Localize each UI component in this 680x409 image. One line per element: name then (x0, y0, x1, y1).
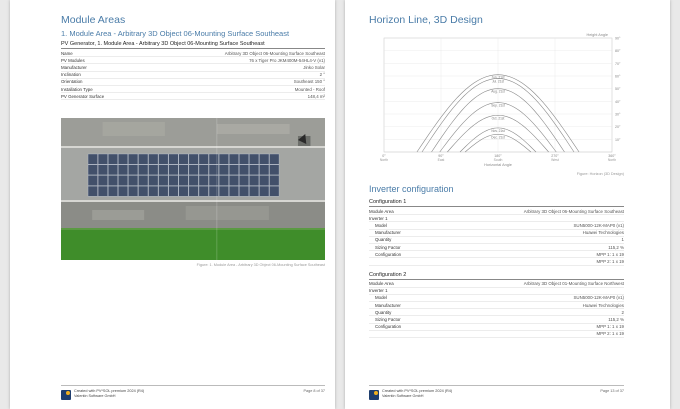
table-row (369, 215, 624, 222)
table-row (369, 309, 624, 316)
row-label: Installation Type (61, 85, 140, 92)
pv-generator-table (61, 41, 325, 100)
pv-generator-rows (61, 50, 325, 100)
table-row (369, 323, 624, 330)
solar-panel (209, 154, 219, 164)
page-title: Horizon Line, 3D Design (369, 14, 483, 26)
row-label: Manufacturer (61, 64, 140, 71)
solar-panel (159, 154, 169, 164)
footer-credit-line1: Created with PV*SOL premium 2024 (R4) (382, 389, 453, 393)
solar-panel (118, 165, 128, 175)
solar-panel (88, 154, 98, 164)
sun-path-label: Jul. 21st (492, 79, 504, 84)
solar-panel (128, 165, 138, 175)
solar-panel (108, 186, 118, 196)
solar-panel (249, 154, 259, 164)
y-tick-label: 40° (615, 99, 621, 104)
row-value: MPP 2: 1 x 19 (431, 330, 624, 337)
solar-panel (189, 165, 199, 175)
table-row (369, 330, 624, 337)
config-table (369, 281, 624, 339)
table-row (369, 294, 624, 301)
report-page-left (10, 0, 335, 409)
solar-panel (159, 175, 169, 185)
footer-credit-line1: Created with PV*SOL premium 2024 (R4) (74, 389, 145, 393)
solar-panel (269, 175, 279, 185)
row-value: SUN5000-12K-MAP0 (v1) (431, 222, 624, 229)
solar-panel (169, 175, 179, 185)
table-row (369, 302, 624, 309)
solar-panel (179, 165, 189, 175)
solar-panel (239, 154, 249, 164)
table-row (61, 50, 325, 57)
solar-panel (138, 175, 148, 185)
row-value: Arbitrary 3D Object 06-Mounting Surface Southeast (431, 208, 624, 215)
page-number: Page 8 of 37 (303, 389, 325, 393)
solar-panel (219, 175, 229, 185)
pvsol-logo-icon (61, 390, 71, 400)
chart-caption: Figure: Horizon (3D Design) (576, 172, 624, 176)
solar-panel (179, 175, 189, 185)
solar-panel (269, 186, 279, 196)
aerial-roof-image (61, 118, 325, 260)
row-label: Name (61, 50, 140, 57)
solar-panel (189, 175, 199, 185)
row-value: Arbitrary 3D Object 06-Mounting Surface Southeast (140, 50, 325, 57)
horizon-chart-svg (378, 30, 624, 168)
row-value: Southeast 150 ° (140, 78, 325, 85)
solar-panel (88, 175, 98, 185)
solar-panel (189, 186, 199, 196)
x-tick-label: 0° (382, 154, 386, 158)
section-subtitle: 1. Module Area - Arbitrary 3D Object 06-Mounting Surface Southeast (61, 29, 290, 38)
table-row (61, 71, 325, 78)
sun-path-label: Jun. 21st (491, 75, 505, 80)
table-row (369, 281, 624, 288)
solar-panel (259, 175, 269, 185)
solar-panel (199, 165, 209, 175)
table-row (369, 316, 624, 323)
solar-panel (108, 154, 118, 164)
row-label: Module Area (369, 208, 431, 215)
report-page-right (345, 0, 670, 409)
solar-panel (88, 165, 98, 175)
page-number: Page 13 of 37 (600, 389, 624, 393)
table-row (61, 57, 325, 64)
inverter-config (369, 272, 624, 339)
x-axis-label: Horizontal Angle (484, 163, 512, 167)
sun-path-label: Dec. 21st (491, 135, 505, 140)
solar-panel (209, 186, 219, 196)
x-tick-sublabel: East (437, 158, 445, 162)
row-label (369, 258, 431, 265)
solar-panel (149, 186, 159, 196)
x-tick-label: 90° (438, 154, 444, 158)
row-label: Sizing Factor (369, 316, 431, 323)
solar-panel (149, 175, 159, 185)
y-tick-label: 20° (615, 125, 621, 130)
footer-credit (382, 389, 452, 399)
row-label: Quantity (369, 309, 431, 316)
row-value: Huawei Technologies (431, 229, 624, 236)
solar-panel (259, 165, 269, 175)
inverter-configuration (369, 184, 624, 344)
solar-panel (169, 165, 179, 175)
x-tick-sublabel: North (607, 158, 617, 162)
solar-panel (118, 186, 128, 196)
row-value: 2 ° (140, 71, 325, 78)
solar-panel (229, 154, 239, 164)
solar-panel (108, 175, 118, 185)
table-row (369, 208, 624, 215)
sun-path-label: Sep. 21st (491, 103, 505, 108)
table-row (61, 64, 325, 71)
row-value: 148,4 m² (140, 93, 325, 100)
row-label: Model (369, 294, 431, 301)
config-title: Configuration 2 (369, 272, 624, 280)
table-row (369, 258, 624, 265)
row-label: Configuration (369, 251, 431, 258)
solar-panel (229, 165, 239, 175)
config-table (369, 208, 624, 266)
solar-panel (239, 186, 249, 196)
table-row (369, 229, 624, 236)
row-value: Arbitrary 3D Object 01-Mounting Surface Northwest (431, 281, 624, 288)
table-title: PV Generator, 1. Module Area - Arbitrary 3D Object 06-Mounting Surface Southeast (61, 41, 325, 49)
solar-panel (128, 175, 138, 185)
sun-path-label: Aug. 21st (491, 89, 505, 94)
solar-panel (118, 175, 128, 185)
solar-panel (239, 175, 249, 185)
solar-panel (169, 154, 179, 164)
y-tick-label: 30° (615, 112, 621, 117)
row-label: PV Generator Surface (61, 93, 140, 100)
solar-panel (149, 165, 159, 175)
row-value: 2 (431, 309, 624, 316)
y-tick-label: 60° (615, 74, 621, 79)
solar-panel (98, 165, 108, 175)
row-value: 76 x Tiger Pro JKM400M-54HL4-V (v1) (140, 57, 325, 64)
solar-panel (249, 165, 259, 175)
solar-panel (159, 165, 169, 175)
row-label: Model (369, 222, 431, 229)
solar-panel (259, 154, 269, 164)
solar-panel (98, 154, 108, 164)
table-row (61, 78, 325, 85)
row-value: MPP 1: 1 x 19 (431, 323, 624, 330)
solar-panel (229, 175, 239, 185)
row-label: Manufacturer (369, 302, 431, 309)
solar-panel (199, 154, 209, 164)
y-tick-label: 70° (615, 61, 621, 66)
solar-panel (128, 186, 138, 196)
x-tick-sublabel: North (379, 158, 389, 162)
solar-panel (259, 186, 269, 196)
row-label: Sizing Factor (369, 243, 431, 250)
x-tick-sublabel: South (493, 158, 503, 162)
row-label: Quantity (369, 236, 431, 243)
solar-panel (98, 175, 108, 185)
page-footer (61, 385, 325, 399)
solar-panel (88, 186, 98, 196)
row-label: Manufacturer (369, 229, 431, 236)
pvsol-logo-icon (369, 390, 379, 400)
y-tick-label: 10° (615, 137, 621, 142)
sun-path-label: Oct. 21st (491, 116, 505, 121)
figure-caption: Figure: 1. Module Area - Arbitrary 3D Object 06-Mounting Surface Southeast (196, 263, 325, 267)
solar-panel (249, 175, 259, 185)
sun-path-label: Nov. 21st (491, 128, 505, 133)
row-label: Inclination (61, 71, 140, 78)
row-label: PV Modules (61, 57, 140, 64)
row-label: Orientation (61, 78, 140, 85)
row-value: MPP 1: 1 x 19 (431, 251, 624, 258)
table-row (369, 251, 624, 258)
solar-panel (199, 175, 209, 185)
x-tick-label: 180° (494, 154, 502, 158)
y-tick-label: 50° (615, 87, 621, 92)
row-label: Configuration (369, 323, 431, 330)
y-tick-label: 90° (615, 36, 621, 41)
row-value: 115,2 % (431, 316, 624, 323)
solar-panel (209, 175, 219, 185)
row-value: Mounted - Roof (140, 85, 325, 92)
solar-panel (239, 165, 249, 175)
solar-panel (179, 154, 189, 164)
row-value: MPP 2: 1 x 19 (431, 258, 624, 265)
solar-panel (249, 186, 259, 196)
solar-panel (219, 165, 229, 175)
solar-panel (229, 186, 239, 196)
solar-panel (138, 165, 148, 175)
solar-panel (169, 186, 179, 196)
row-value: 115,2 % (431, 243, 624, 250)
config-title: Configuration 1 (369, 199, 624, 207)
row-value: Jinko Solar (140, 64, 325, 71)
page-footer (369, 385, 624, 399)
solar-panel (138, 154, 148, 164)
table-row (369, 287, 624, 294)
footer-credit (74, 389, 144, 399)
y-tick-label: 80° (615, 49, 621, 54)
table-row (61, 93, 325, 100)
table-row (369, 236, 624, 243)
row-label (369, 330, 431, 337)
inverter-config (369, 199, 624, 266)
solar-panel (199, 186, 209, 196)
inverter-config-list (369, 199, 624, 338)
footer-credit-line2: Valentin Software GmbH (74, 394, 116, 398)
solar-panel (269, 165, 279, 175)
solar-panel (209, 165, 219, 175)
solar-panel (189, 154, 199, 164)
row-value: 1 (431, 236, 624, 243)
solar-panel (108, 165, 118, 175)
page-title: Module Areas (61, 14, 126, 26)
inverter-label: Inverter 1 (369, 215, 624, 222)
solar-panel (128, 154, 138, 164)
row-value: SUN5000-12K-MAP0 (v1) (431, 294, 624, 301)
x-tick-label: 360° (608, 154, 616, 158)
inverter-label: Inverter 1 (369, 287, 624, 294)
solar-panel (138, 186, 148, 196)
table-row (369, 222, 624, 229)
table-row (61, 85, 325, 92)
x-tick-label: 270° (551, 154, 559, 158)
horizon-chart (378, 30, 626, 168)
solar-panel (159, 186, 169, 196)
solar-panel (219, 154, 229, 164)
solar-panel (269, 154, 279, 164)
row-value: Huawei Technologies (431, 302, 624, 309)
y-axis-label: Height Angle (586, 33, 608, 37)
solar-panel (118, 154, 128, 164)
footer-credit-line2: Valentin Software GmbH (382, 394, 424, 398)
solar-panel (149, 154, 159, 164)
solar-panel (98, 186, 108, 196)
solar-panel (219, 186, 229, 196)
inverter-heading: Inverter configuration (369, 184, 454, 194)
solar-panel (179, 186, 189, 196)
x-tick-sublabel: West (551, 158, 559, 162)
row-label: Module Area (369, 281, 431, 288)
table-row (369, 243, 624, 250)
